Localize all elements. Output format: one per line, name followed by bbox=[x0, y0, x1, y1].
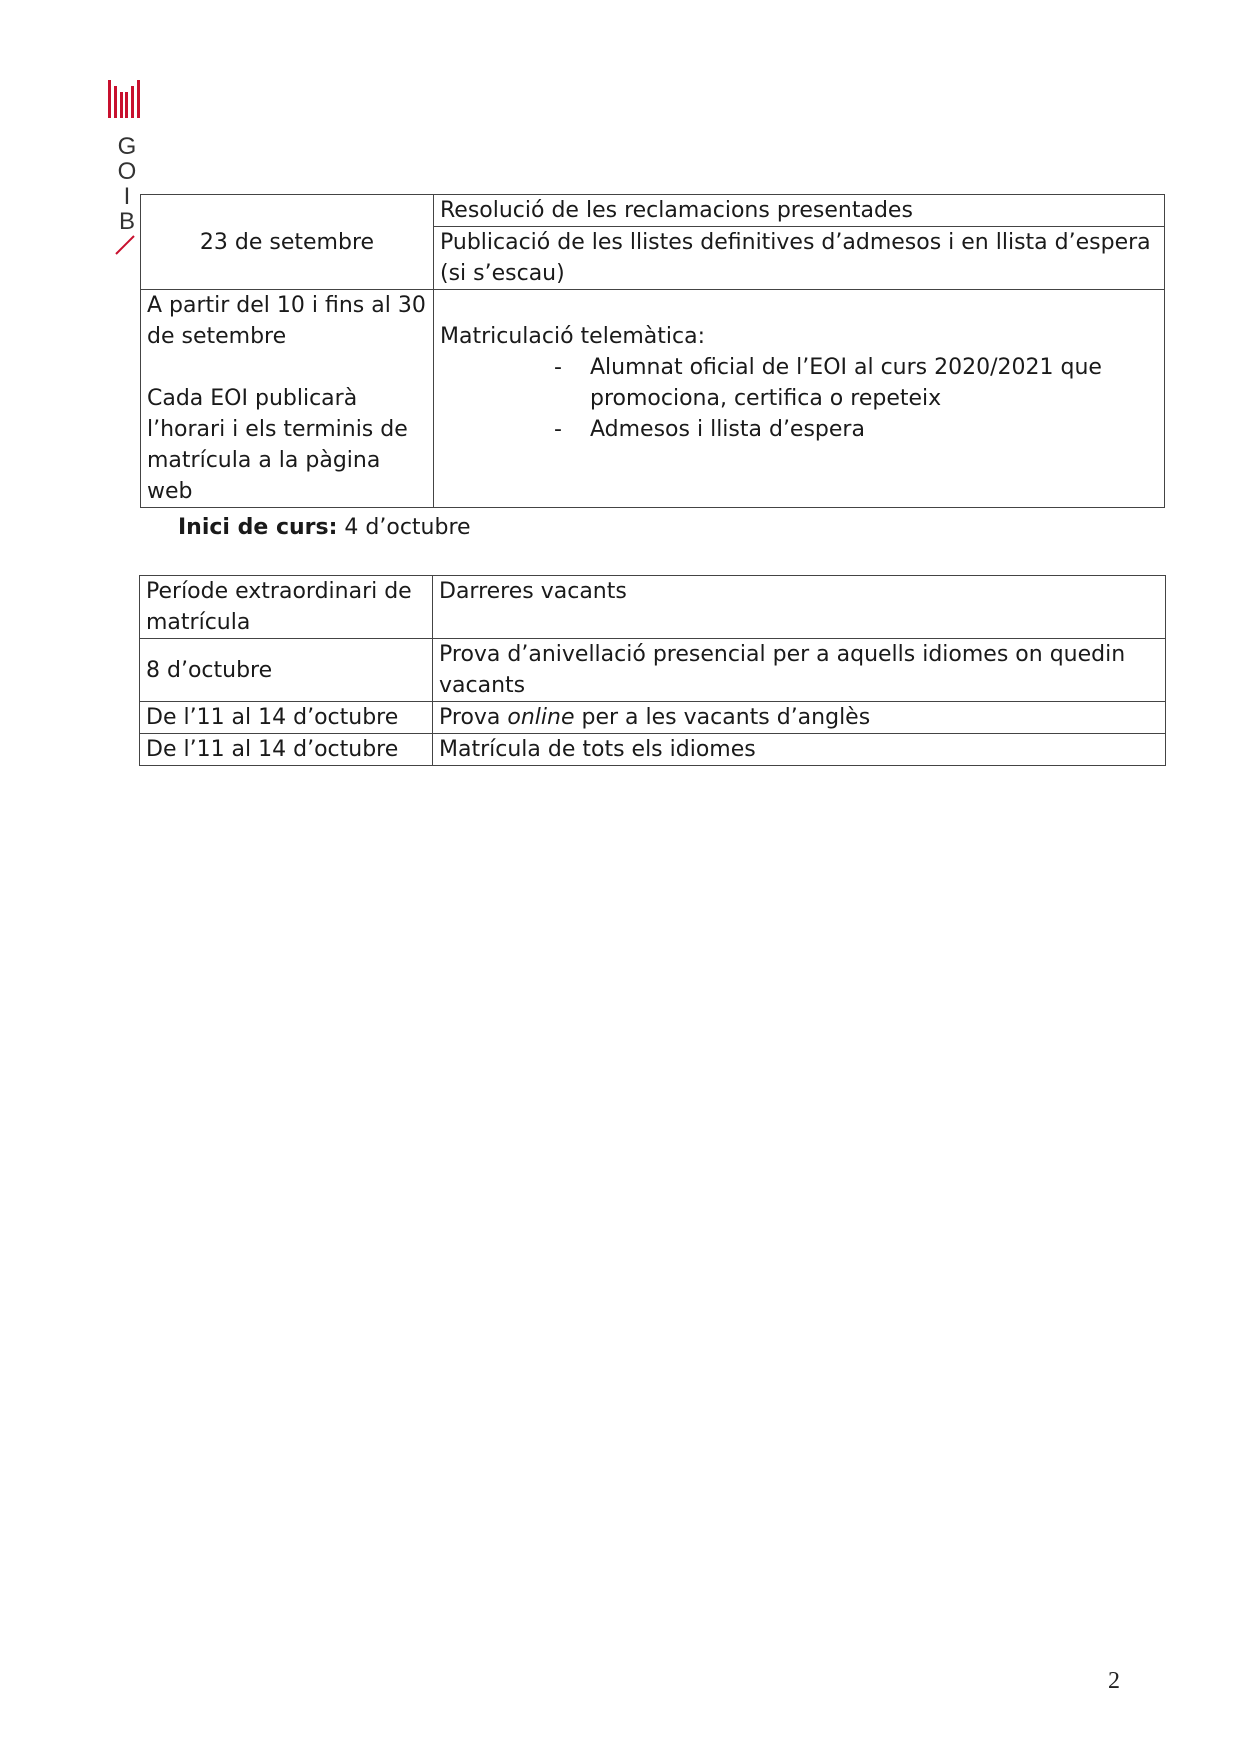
schedule-table-2 bbox=[139, 575, 1166, 766]
logo-letter: O bbox=[117, 158, 137, 185]
logo-letter: B bbox=[118, 208, 135, 235]
logo-slash-icon bbox=[114, 234, 136, 256]
course-start-value: 4 d’octubre bbox=[344, 515, 471, 540]
course-start bbox=[178, 512, 471, 543]
event-emphasis: online bbox=[507, 705, 575, 730]
table-row bbox=[140, 639, 1166, 702]
list-item: - Admesos i llista d’espera bbox=[554, 417, 865, 442]
event-cell: Darreres vacants bbox=[433, 576, 1166, 639]
page-number: 2 bbox=[1108, 1668, 1120, 1694]
table-row bbox=[140, 734, 1166, 766]
date-cell: 8 d’octubre bbox=[140, 639, 433, 702]
date-cell: De l’11 al 14 d’octubre bbox=[140, 702, 433, 734]
table-row bbox=[140, 576, 1166, 639]
date-cell: Període extraordinari de matrícula bbox=[140, 576, 433, 639]
event-cell: Resolució de les reclamacions presentades bbox=[434, 195, 1165, 227]
list-item: - Alumnat oficial de l’EOI al curs 2020/2021 que promociona, certifica o repeteix bbox=[554, 355, 1102, 411]
table-row bbox=[141, 195, 1165, 227]
event-cell: Prova d’anivellació presencial per a aquells idiomes on quedin vacants bbox=[433, 639, 1166, 702]
date-note: Cada EOI publicarà l’horari i els terminis de matrícula a la pàgina web bbox=[147, 386, 408, 504]
date-cell: De l’11 al 14 d’octubre bbox=[140, 734, 433, 766]
logo-letter: I bbox=[123, 183, 131, 210]
logo-letters bbox=[115, 134, 139, 234]
event-cell: Matrícula de tots els idiomes bbox=[433, 734, 1166, 766]
bullet-text: Alumnat oficial de l’EOI al curs 2020/2021 que promociona, certifica o repeteix bbox=[590, 355, 1102, 411]
event-bullet-list bbox=[440, 352, 1158, 445]
event-text: Prova bbox=[439, 705, 508, 730]
table-row bbox=[141, 290, 1165, 508]
event-intro: Matriculació telemàtica: bbox=[440, 324, 705, 349]
event-cell: Publicació de les llistes definitives d’admesos i en llista d’espera (si s’escau) bbox=[434, 227, 1165, 290]
date-text: A partir del 10 i fins al 30 de setembre bbox=[147, 293, 426, 349]
schedule-table-1 bbox=[140, 194, 1165, 508]
date-cell: 23 de setembre bbox=[141, 195, 434, 290]
goib-emblem-icon bbox=[108, 78, 140, 120]
date-cell bbox=[141, 290, 434, 508]
event-text: per a les vacants d’anglès bbox=[574, 705, 871, 730]
event-cell bbox=[433, 702, 1166, 734]
bullet-text: Admesos i llista d’espera bbox=[590, 417, 865, 442]
table-row bbox=[140, 702, 1166, 734]
course-start-label: Inici de curs: bbox=[178, 515, 338, 540]
logo-letter: G bbox=[117, 133, 137, 160]
event-cell bbox=[434, 290, 1165, 508]
